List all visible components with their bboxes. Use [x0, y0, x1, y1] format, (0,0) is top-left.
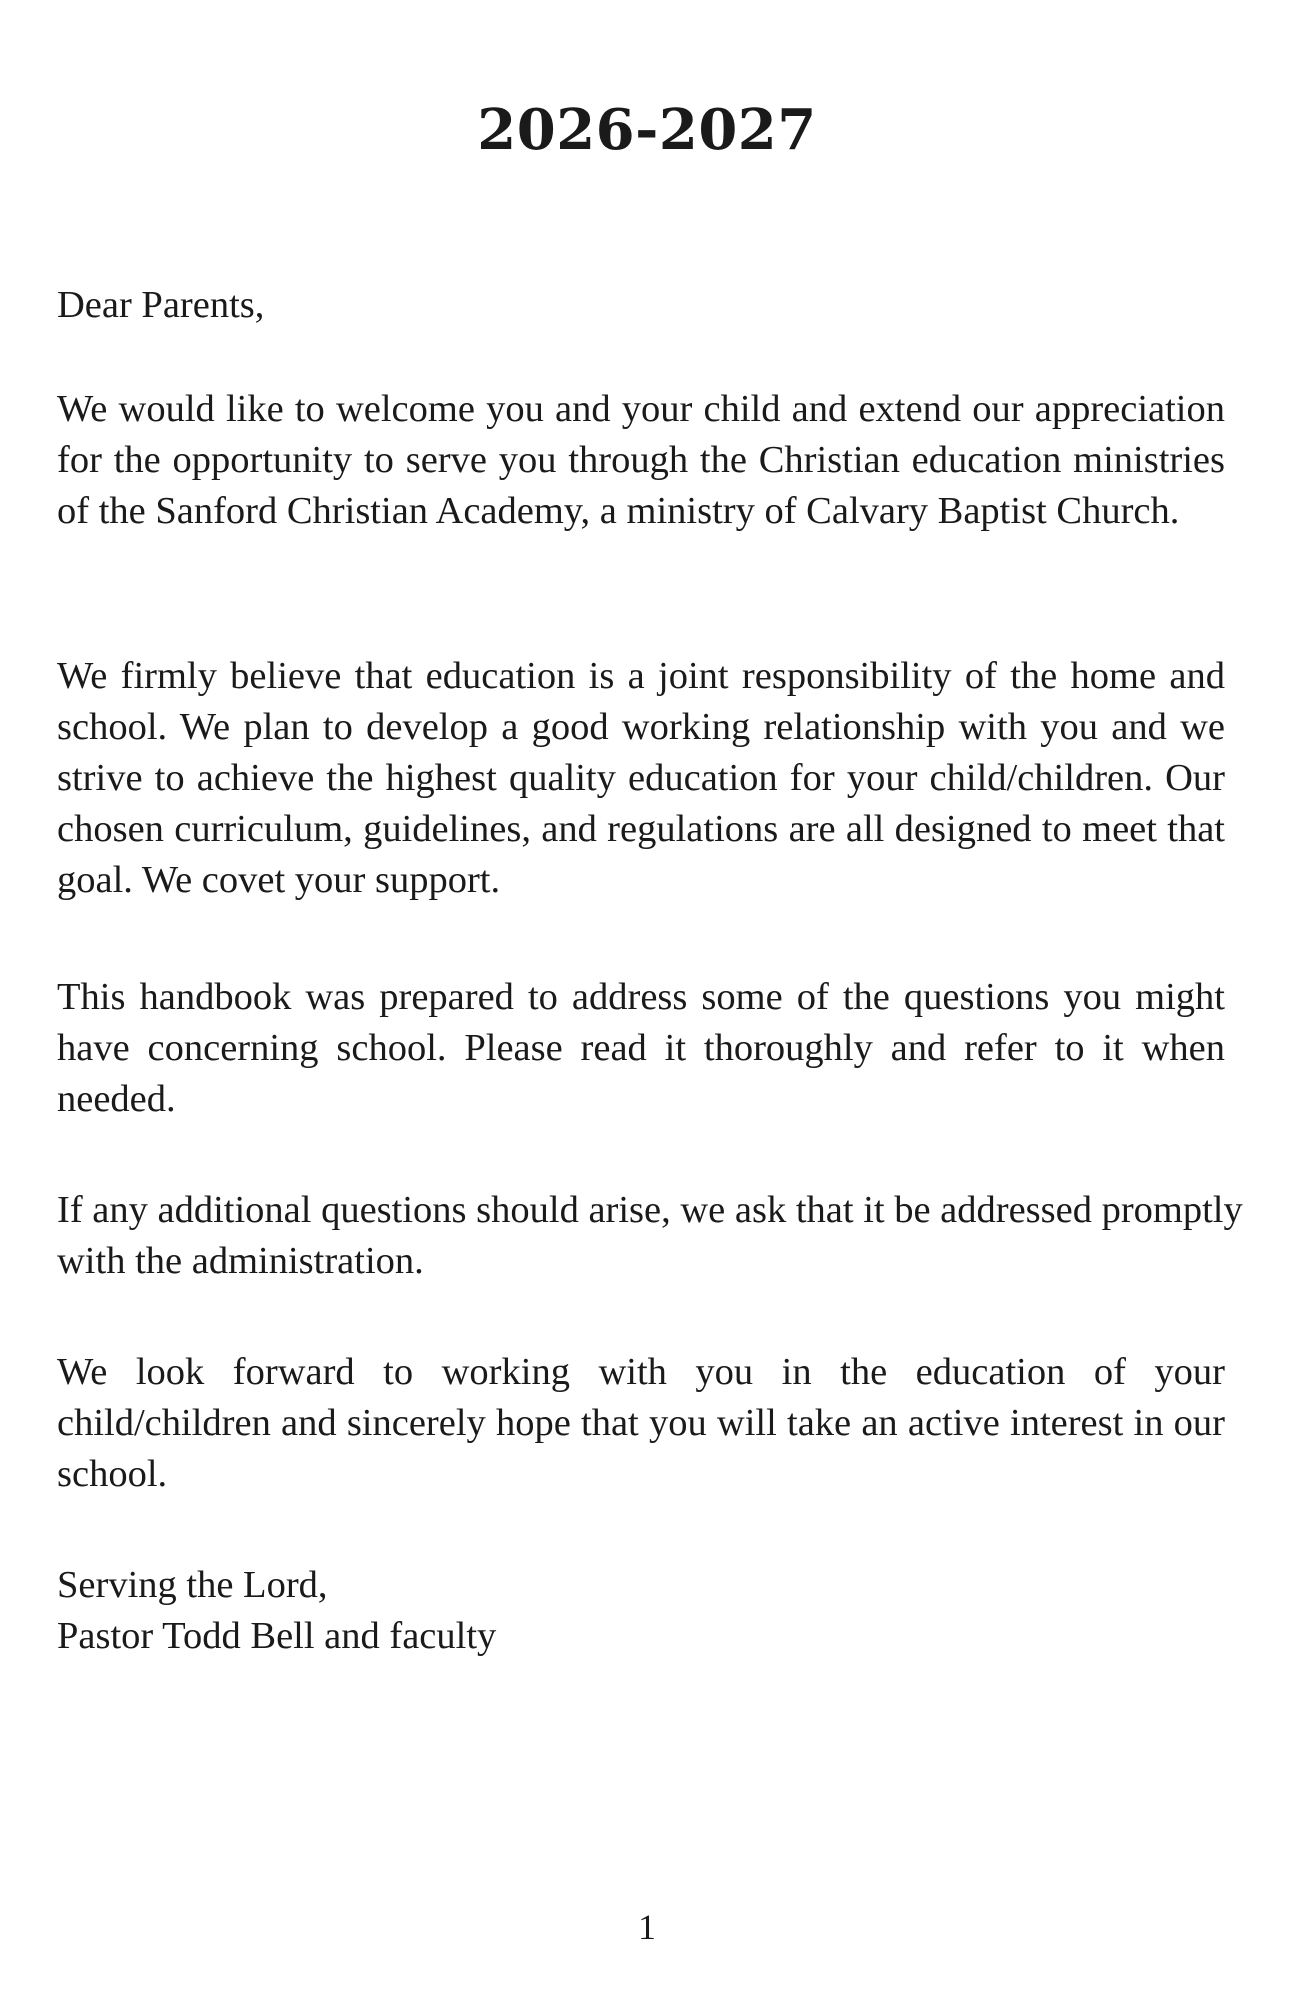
closing-line: Serving the Lord,: [57, 1564, 328, 1606]
paragraph-handbook: This handbook was prepared to address some of the questions you might have concerning school. Please read it thoroughly and refer to it when needed.: [57, 976, 1225, 1120]
paragraph-welcome: We would like to welcome you and your child and extend our appreciation for the opportunity to serve you through the Christian education ministries of the Sanford Christian Academy, a ministry of Calvary Baptist Church.: [57, 388, 1225, 532]
paragraph-look-forward: We look forward to working with you in the education of your child/children and sincerely hope that you will take an active interest in our school.: [57, 1351, 1225, 1495]
paragraph-additional-questions: If any additional questions should arise, we ask that it be addressed promptly with the administration.: [57, 1189, 1243, 1282]
page-number: 1: [638, 1907, 656, 1947]
page-title: 2026-2027: [477, 97, 817, 163]
paragraph-joint-responsibility: We firmly believe that education is a joint responsibility of the home and school. We plan to develop a good working relationship with you and we strive to achieve the highest quality education for your child/children. Our chosen curriculum, guidelines, and regulations are all designed to meet that goal. We covet your support.: [57, 655, 1225, 901]
signature: Pastor Todd Bell and faculty: [57, 1615, 497, 1657]
salutation: Dear Parents,: [57, 284, 265, 326]
